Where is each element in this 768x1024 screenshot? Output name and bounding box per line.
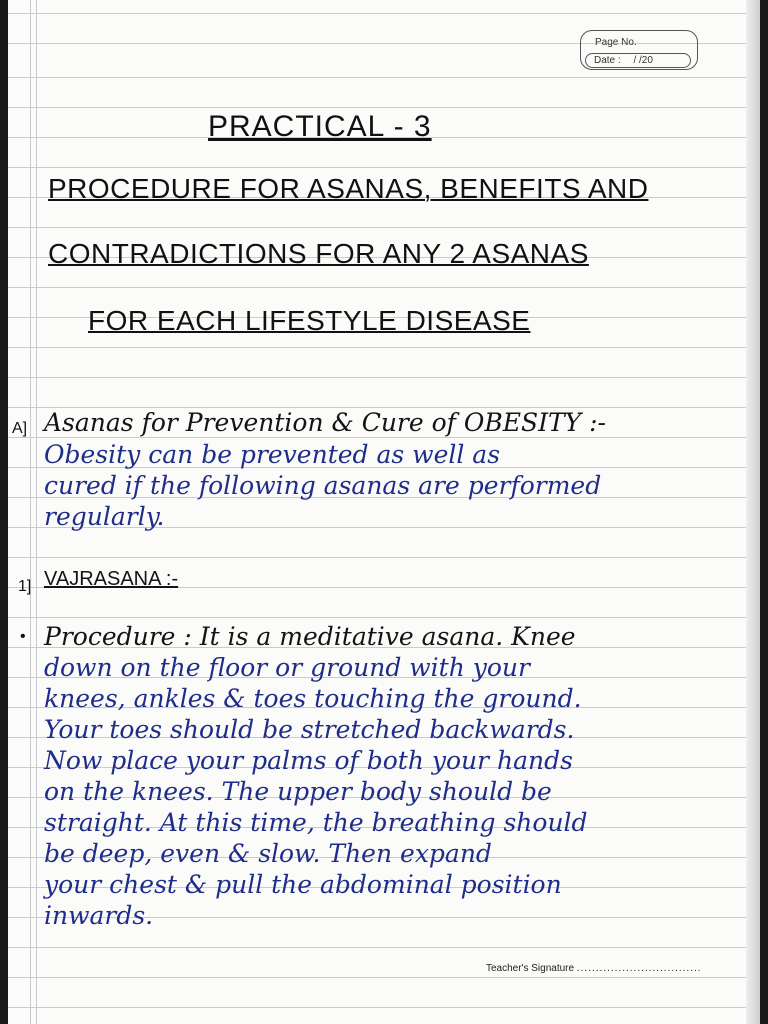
- date-value: / /20: [633, 55, 653, 66]
- procedure-line-10: inwards.: [44, 901, 154, 930]
- intro-line-1: Obesity can be prevented as well as: [44, 440, 501, 469]
- bullet: •: [20, 628, 26, 645]
- procedure-line-9: your chest & pull the abdominal position: [44, 870, 562, 899]
- procedure-line-7: straight. At this time, the breathing should: [44, 808, 588, 837]
- notebook-page: [8, 0, 760, 1024]
- signature-line: .................................: [576, 963, 702, 974]
- page-date-box: [580, 30, 698, 70]
- heading-line-1: PROCEDURE FOR ASANAS, BENEFITS AND: [48, 173, 649, 204]
- margin-line: [30, 0, 31, 1024]
- procedure-line-1: Procedure : It is a meditative asana. Knee: [44, 622, 576, 651]
- intro-line-3: regularly.: [44, 502, 165, 531]
- teacher-signature: [486, 963, 702, 974]
- procedure-line-4: Your toes should be stretched backwards.: [44, 715, 575, 744]
- asana-marker: 1]: [18, 578, 32, 595]
- page-edge: [746, 0, 760, 1024]
- intro-line-2: cured if the following asanas are performed: [44, 471, 602, 500]
- date-field: [585, 53, 691, 68]
- procedure-line-6: on the knees. The upper body should be: [44, 777, 552, 806]
- section-marker: A]: [12, 420, 28, 437]
- asana-name: VAJRASANA :-: [44, 568, 179, 590]
- procedure-line-2: down on the floor or ground with your: [44, 653, 530, 682]
- margin-line: [36, 0, 37, 1024]
- procedure-line-3: knees, ankles & toes touching the ground.: [44, 684, 582, 713]
- heading-line-2: CONTRADICTIONS FOR ANY 2 ASANAS: [48, 238, 589, 269]
- procedure-line-8: be deep, even & slow. Then expand: [44, 839, 492, 868]
- procedure-line-5: Now place your palms of both your hands: [44, 746, 573, 775]
- heading-line-3: FOR EACH LIFESTYLE DISEASE: [88, 305, 531, 336]
- date-label: Date :: [594, 55, 621, 66]
- page-title: PRACTICAL - 3: [208, 110, 432, 143]
- signature-label: Teacher's Signature: [486, 963, 575, 974]
- page-no-label: Page No.: [595, 37, 637, 48]
- section-title: Asanas for Prevention & Cure of OBESITY :-: [44, 408, 606, 437]
